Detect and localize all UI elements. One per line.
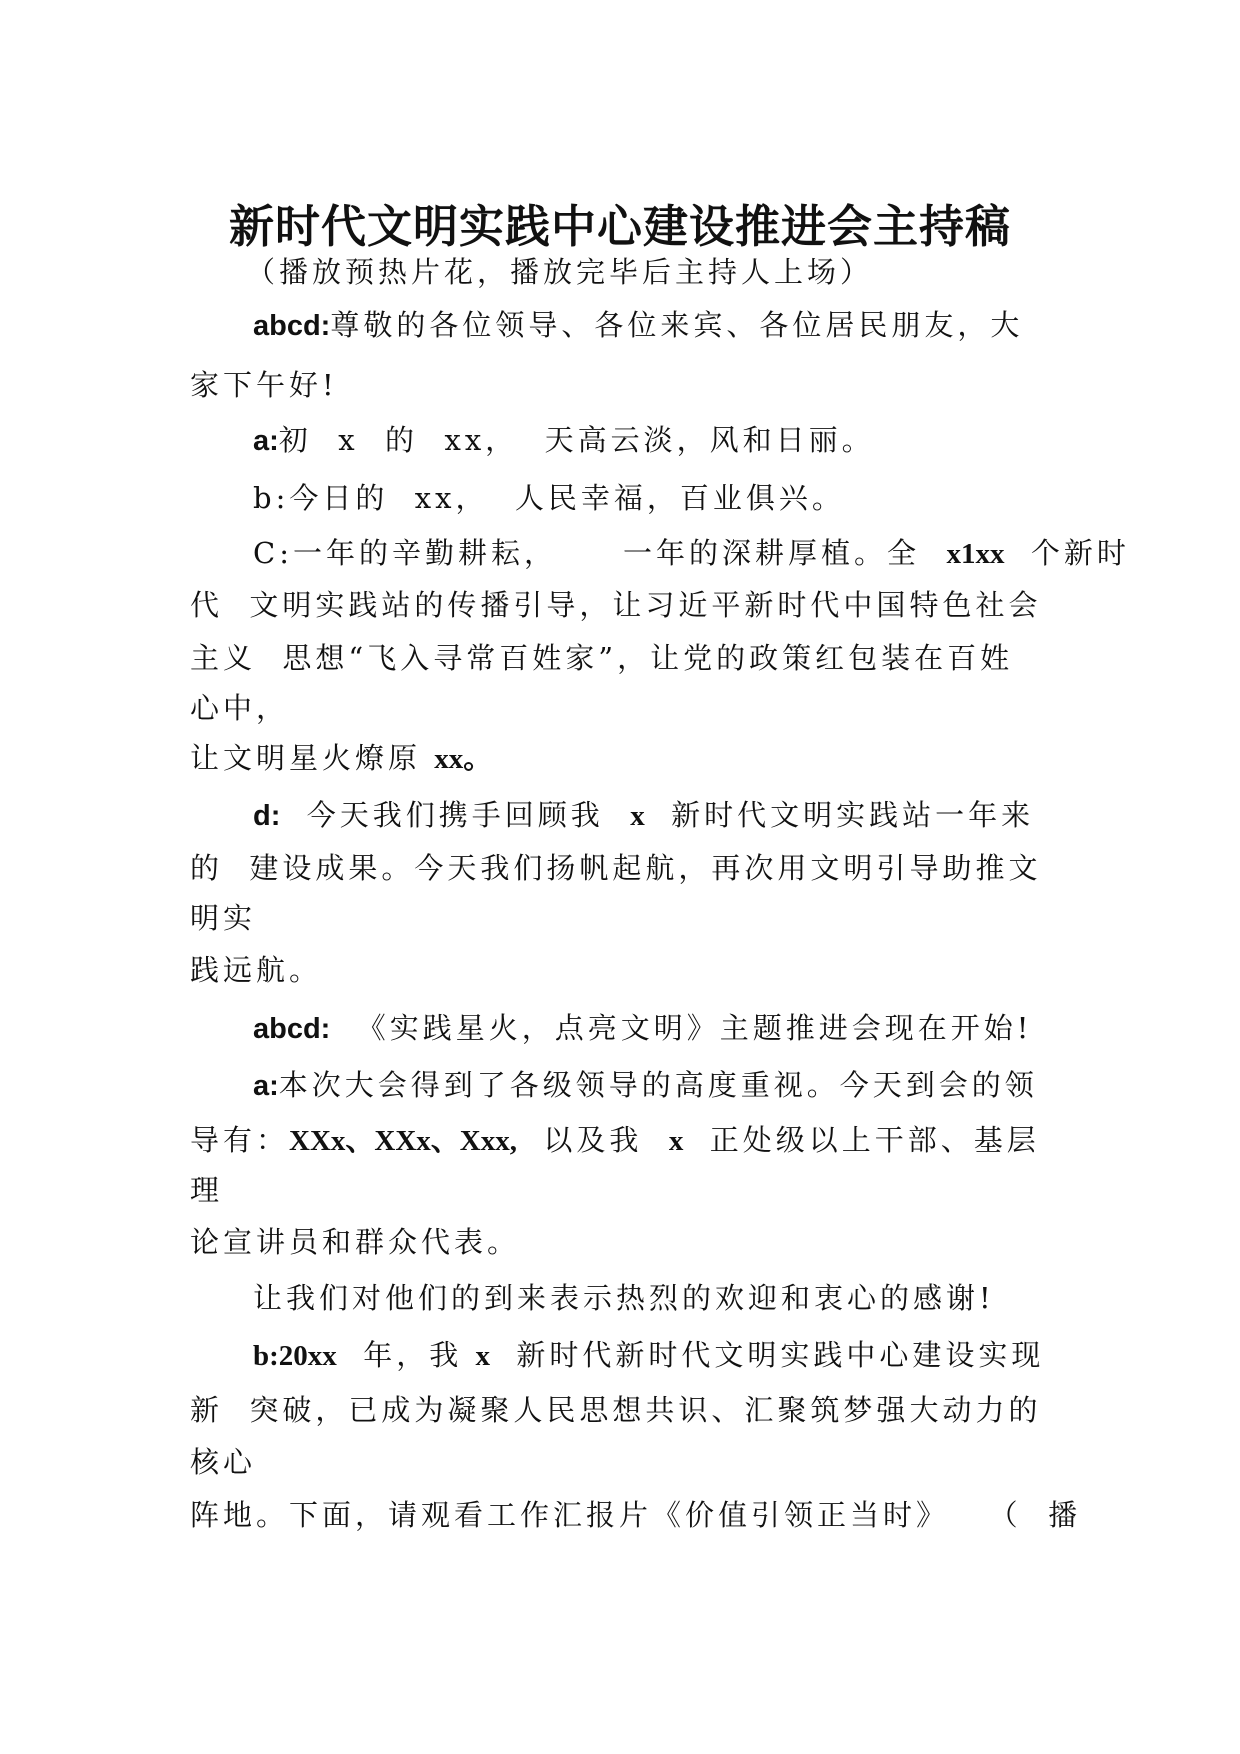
bold-code: x	[668, 1125, 684, 1157]
bold-code: xx。	[434, 743, 493, 775]
paragraph-5-line-4: 践远航。	[190, 953, 323, 987]
paragraph-7-line-3: 理	[190, 1173, 224, 1207]
speaker-label: b:20xx	[253, 1340, 337, 1372]
paragraph-4-line-5: 让文明星火燎原 xx。	[190, 741, 493, 775]
paragraph-2: a:初 x 的 xx， 天高云淡，风和日丽。	[253, 423, 875, 457]
paragraph-9-line-1: b:20xx 年，我 x 新时代新时代文明实践中心建设实现	[253, 1338, 1045, 1372]
bold-code: x	[630, 800, 645, 832]
paragraph-4-line-4: 心中，	[190, 691, 290, 725]
paragraph-7-line-2: 导有：XXx、XXx、Xxx, 以及我 x 正处级以上干部、基层	[190, 1123, 1040, 1157]
bold-code: x1xx	[946, 538, 1005, 570]
bold-code: x	[475, 1340, 490, 1372]
paragraph-5-line-3: 明实	[190, 901, 257, 935]
paragraph-1-line-2: 家下午好!	[190, 368, 338, 402]
paragraph-4-line-3: 主义 思想“飞入寻常百姓家”，让党的政策红包装在百姓	[190, 641, 1014, 675]
speaker-label: d:	[253, 800, 281, 832]
paragraph-9-line-4: 阵地。下面，请观看工作汇报片《价值引领正当时》 （ 播	[190, 1498, 1082, 1532]
paragraph-9-line-3: 核心	[190, 1445, 257, 1479]
paragraph-7-line-4: 论宣讲员和群众代表。	[190, 1225, 521, 1259]
paragraph-4-line-2: 代 文明实践站的传播引导，让习近平新时代中国特色社会	[190, 588, 1042, 622]
speaker-label: a:	[253, 425, 279, 457]
paragraph-7-line-1: a:本次大会得到了各级领导的高度重视。今天到会的领	[253, 1068, 1038, 1102]
document-title: 新时代文明实践中心建设推进会主持稿	[228, 200, 1011, 253]
paragraph-1-line-1: abcd:尊敬的各位领导、各位来宾、各位居民朋友，大	[253, 308, 1024, 342]
paragraph-5-line-2: 的 建设成果。今天我们扬帆起航，再次用文明引导助推文	[190, 851, 1042, 885]
bold-names: XXx、XXx、Xxx,	[289, 1125, 517, 1157]
paragraph-6: abcd: 《实践星火，点亮文明》主题推进会现在开始!	[253, 1011, 1033, 1045]
paragraph-3: b:今日的 xx， 人民幸福，百业俱兴。	[253, 481, 845, 515]
stage-direction: （播放预热片花，播放完毕后主持人上场）	[246, 255, 874, 289]
paragraph-4-line-1: C:一年的辛勤耕耘， 一年的深耕厚植。全 x1xx 个新时	[253, 536, 1130, 570]
paragraph-8: 让我们对他们的到来表示热烈的欢迎和衷心的感谢!	[253, 1281, 995, 1315]
paragraph-9-line-2: 新 突破，已成为凝聚人民思想共识、汇聚筑梦强大动力的	[190, 1393, 1042, 1427]
speaker-label: abcd:	[253, 310, 331, 342]
paragraph-5-line-1: d: 今天我们携手回顾我 x 新时代文明实践站一年来	[253, 798, 1035, 832]
speaker-label: a:	[253, 1070, 279, 1102]
speaker-label: abcd:	[253, 1013, 331, 1045]
